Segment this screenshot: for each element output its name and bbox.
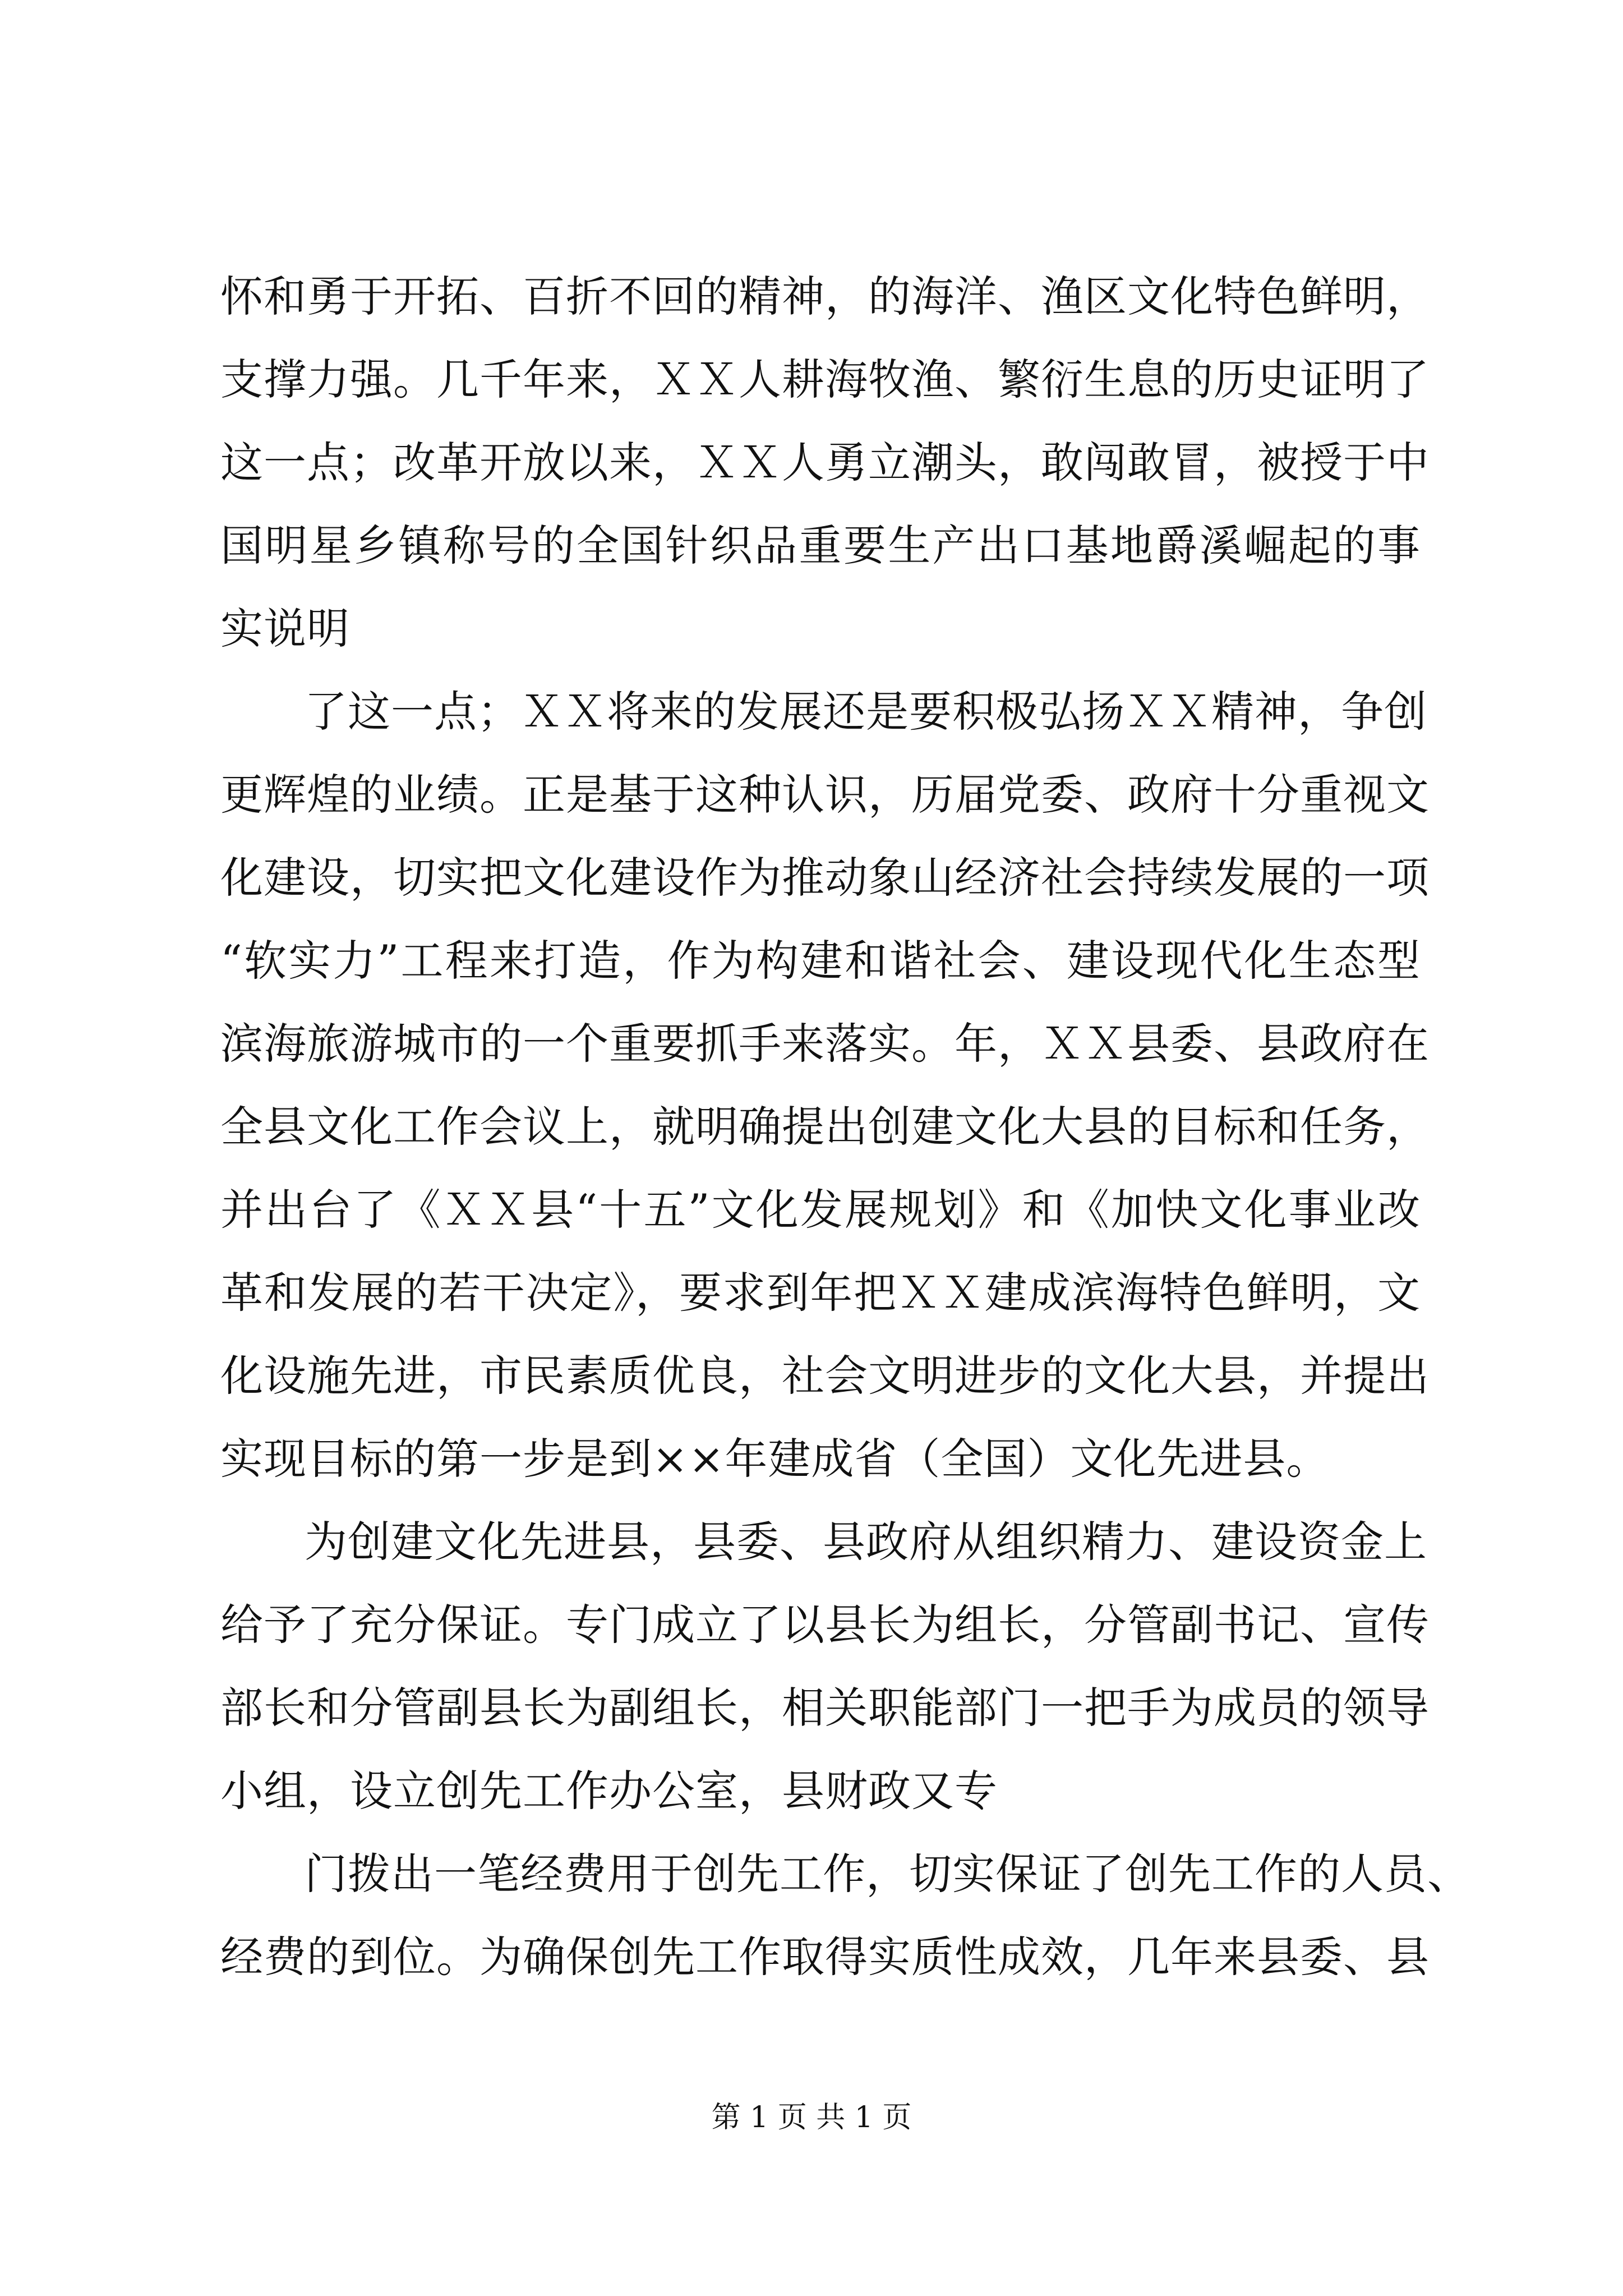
text-line: 并出台了《ＸＸ县“十五”文化发展规划》和《加快文化事业改	[220, 1185, 1421, 1235]
text-line: 小组，设立创先工作办公室，县财政又专	[220, 1766, 998, 1816]
page-number-label: 第 1 页 共 1 页	[711, 2101, 912, 2134]
paragraph-first-line: 门拨出一笔经费用于创先工作，切实保证了创先工作的人员、	[305, 1849, 1470, 1899]
text-line: 革和发展的若干决定》，要求到年把ＸＸ建成滨海特色鲜明，文	[220, 1268, 1421, 1318]
text-line: 更辉煌的业绩。正是基于这种认识，历届党委、政府十分重视文	[220, 770, 1430, 820]
page-footer	[0, 2098, 1623, 2137]
text-line: 实现目标的第一步是到××年建成省（全国）文化先进县。	[220, 1434, 1330, 1484]
text-line: 这一点；改革开放以来，ＸＸ人勇立潮头，敢闯敢冒，被授于中	[220, 438, 1430, 487]
text-line: 经费的到位。为确保创先工作取得实质性成效，几年来县委、县	[220, 1932, 1430, 1982]
text-line: 怀和勇于开拓、百折不回的精神，的海洋、渔区文化特色鲜明，	[220, 272, 1430, 321]
text-line: 滨海旅游城市的一个重要抓手来落实。年，ＸＸ县委、县政府在	[220, 1019, 1430, 1069]
text-line: 部长和分管副县长为副组长，相关职能部门一把手为成员的领导	[220, 1683, 1430, 1733]
text-line: 全县文化工作会议上，就明确提出创建文化大县的目标和任务，	[220, 1102, 1430, 1152]
text-line: 给予了充分保证。专门成立了以县长为组长，分管副书记、宣传	[220, 1600, 1430, 1650]
text-line: “软实力”工程来打造，作为构建和谐社会、建设现代化生态型	[220, 936, 1421, 986]
paragraph-first-line: 为创建文化先进县，县委、县政府从组织精力、建设资金上	[305, 1517, 1427, 1567]
text-line: 化设施先进，市民素质优良，社会文明进步的文化大县，并提出	[220, 1351, 1430, 1401]
text-line: 支撑力强。几千年来，ＸＸ人耕海牧渔、繁衍生息的历史证明了	[220, 355, 1430, 404]
paragraph-first-line: 了这一点；ＸＸ将来的发展还是要积极弘扬ＸＸ精神，争创	[305, 687, 1427, 737]
text-line: 化建设，切实把文化建设作为推动象山经济社会持续发展的一项	[220, 853, 1430, 903]
document-body	[220, 255, 1470, 1999]
text-line: 实说明	[220, 604, 350, 654]
text-line: 国明星乡镇称号的全国针织品重要生产出口基地爵溪崛起的事	[220, 521, 1421, 570]
